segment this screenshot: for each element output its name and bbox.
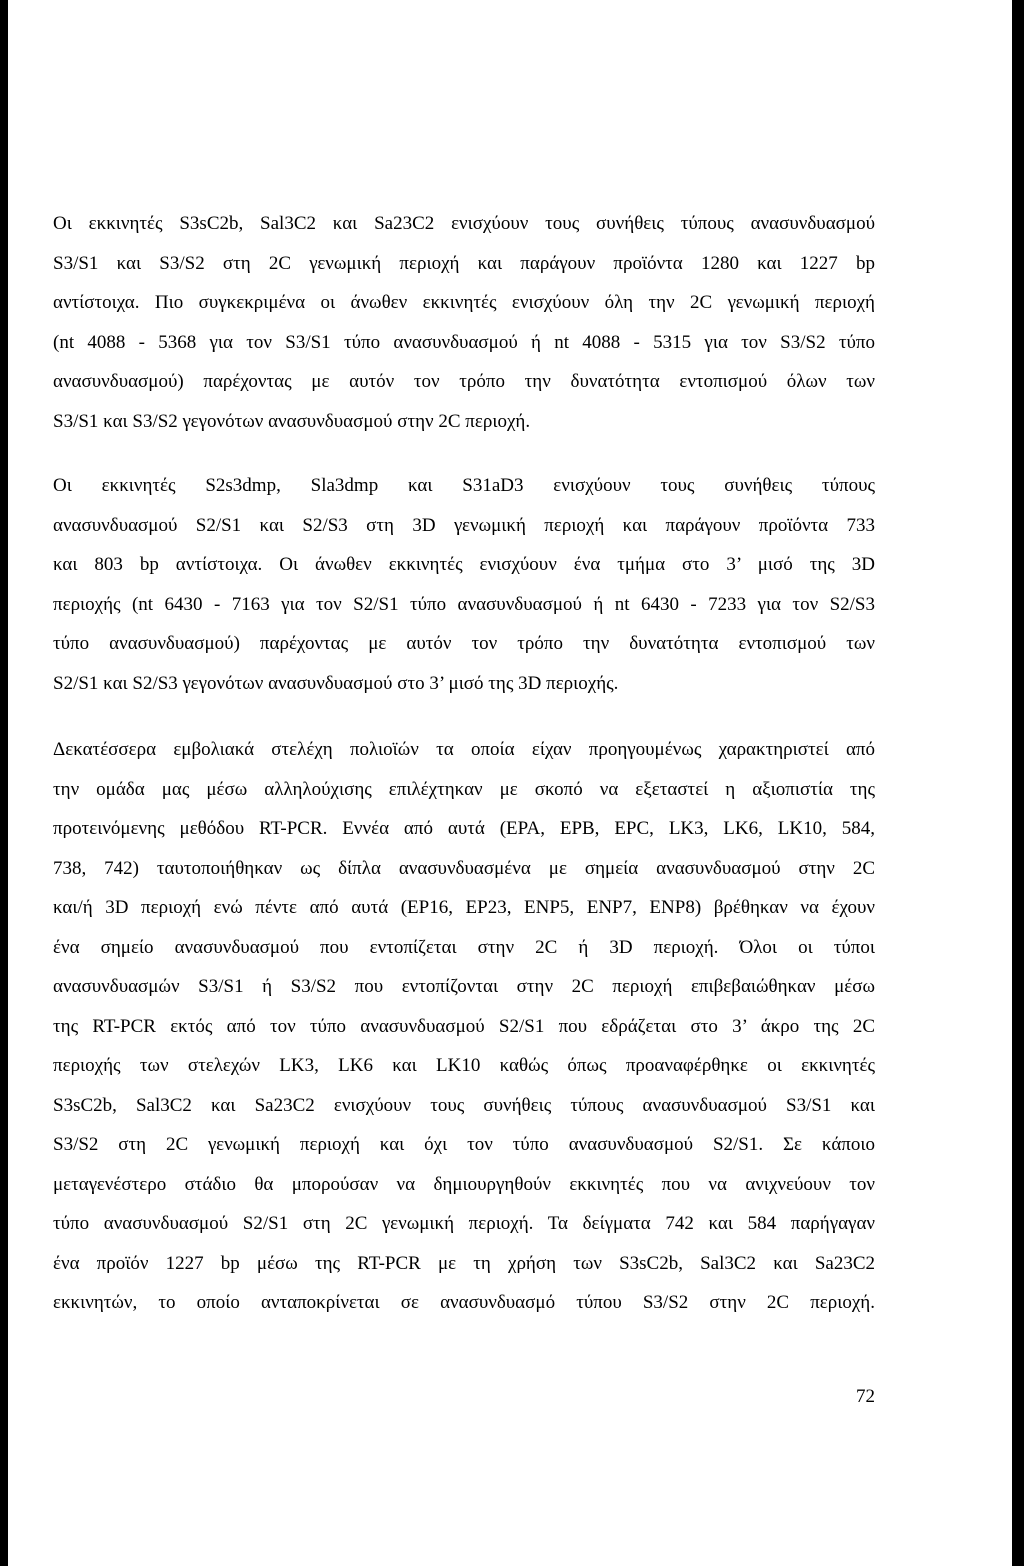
text-line: ένα προϊόν 1227 bp μέσω της RT-PCR με τη χρήση των S3sC2b, Sal3C2 και Sa23C2 (53, 1252, 875, 1274)
text-line: ανασυνδυασμού) παρέχοντας με αυτόν τον τρόπο την δυνατότητα εντοπισμού όλων των (53, 371, 875, 392)
paragraph-vaccine-strains (53, 730, 875, 1323)
text-line: τύπο ανασυνδυασμού S2/S1 στη 2C γενωμική περιοχή. Τα δείγματα 742 και 584 παρήγαγαν (53, 1213, 875, 1234)
text-line: αντίστοιχα. Πιο συγκεκριμένα οι άνωθεν εκκινητές ενισχύουν όλη την 2C γενωμική περιοχή (53, 292, 875, 313)
text-line: περιοχής των στελεχών LK3, LK6 και LK10 καθώς όπως προαναφέρθηκε οι εκκινητές (53, 1055, 875, 1076)
text-line: S3/S1 και S3/S2 γεγονότων ανασυνδυασμού στην 2C περιοχή. (53, 410, 531, 432)
text-line: μεταγενέστερο στάδιο θα μπορούσαν να δημιουργηθούν εκκινητές που να ανιχνεύουν τον (53, 1173, 875, 1195)
text-line: και/ή 3D περιοχή ενώ πέντε από αυτά (EP16, EP23, ENP5, ENP7, ENP8) βρέθηκαν να έχουν (53, 897, 875, 918)
text-line: και 803 bp αντίστοιχα. Οι άνωθεν εκκινητές ενισχύουν ένα τμήμα στο 3’ μισό της 3D (53, 554, 875, 575)
text-line: S3/S1 και S3/S2 στη 2C γενωμική περιοχή και παράγουν προϊόντα 1280 και 1227 bp (53, 252, 875, 274)
text-line: S3/S2 στη 2C γενωμική περιοχή και όχι τον τύπο ανασυνδυασμού S2/S1. Σε κάποιο (53, 1134, 875, 1155)
text-line: την ομάδα μας μέσω αλληλούχισης επιλέχτηκαν με σκοπό να εξεταστεί η αξιοπιστία της (53, 778, 875, 800)
text-line: τύπο ανασυνδυασμού) παρέχοντας με αυτόν τον τρόπο την δυνατότητα εντοπισμού των (53, 633, 875, 654)
text-line: ανασυνδυασμού S2/S1 και S2/S3 στη 3D γενωμική περιοχή και παράγουν προϊόντα 733 (53, 514, 875, 536)
paragraph-primers-2c (53, 204, 875, 441)
text-line: Οι εκκινητές S2s3dmp, Sla3dmp και S31aD3 ενισχύουν τους συνήθεις τύπους (53, 475, 875, 496)
text-line: Οι εκκινητές S3sC2b, Sal3C2 και Sa23C2 ενισχύουν τους συνήθεις τύπους ανασυνδυασμού (53, 213, 875, 234)
paragraph-primers-3d (53, 466, 875, 703)
text-line: εκκινητών, το οποίο ανταποκρίνεται σε ανασυνδυασμό τύπου S3/S2 στην 2C περιοχή. (53, 1292, 875, 1313)
text-line: ένα σημείο ανασυνδυασμού που εντοπίζεται στην 2C ή 3D περιοχή. Όλοι οι τύποι (53, 936, 875, 958)
text-line: 738, 742) ταυτοποιήθηκαν ως δίπλα ανασυνδυασμένα με σημεία ανασυνδυασμού στην 2C (53, 857, 875, 879)
text-line: Δεκατέσσερα εμβολιακά στελέχη πολιοϊών τα οποία είχαν προηγουμένως χαρακτηριστεί από (53, 739, 875, 760)
text-line: προτεινόμενης μεθόδου RT-PCR. Εννέα από αυτά (EPA, EPB, EPC, LK3, LK6, LK10, 584, (53, 818, 875, 839)
text-line: (nt 4088 - 5368 για τον S3/S1 τύπο ανασυνδυασμού ή nt 4088 - 5315 για τον S3/S2 τύπο (53, 331, 875, 353)
text-line: ανασυνδυασμών S3/S1 ή S3/S2 που εντοπίζονται στην 2C περιοχή επιβεβαιώθηκαν μέσω (53, 976, 875, 997)
text-line: περιοχής (nt 6430 - 7163 για τον S2/S1 τύπο ανασυνδυασμού ή nt 6430 - 7233 για τον S2/S3 (53, 593, 875, 615)
text-line: S3sC2b, Sal3C2 και Sa23C2 ενισχύουν τους συνήθεις τύπους ανασυνδυασμού S3/S1 και (53, 1094, 875, 1116)
text-line: της RT-PCR εκτός από τον τύπο ανασυνδυασμού S2/S1 που εδράζεται στο 3’ άκρο της 2C (53, 1015, 875, 1037)
text-line: S2/S1 και S2/S3 γεγονότων ανασυνδυασμού στο 3’ μισό της 3D περιοχής. (53, 672, 619, 694)
document-page (8, 0, 1012, 1566)
page-number: 72 (856, 1386, 875, 1407)
